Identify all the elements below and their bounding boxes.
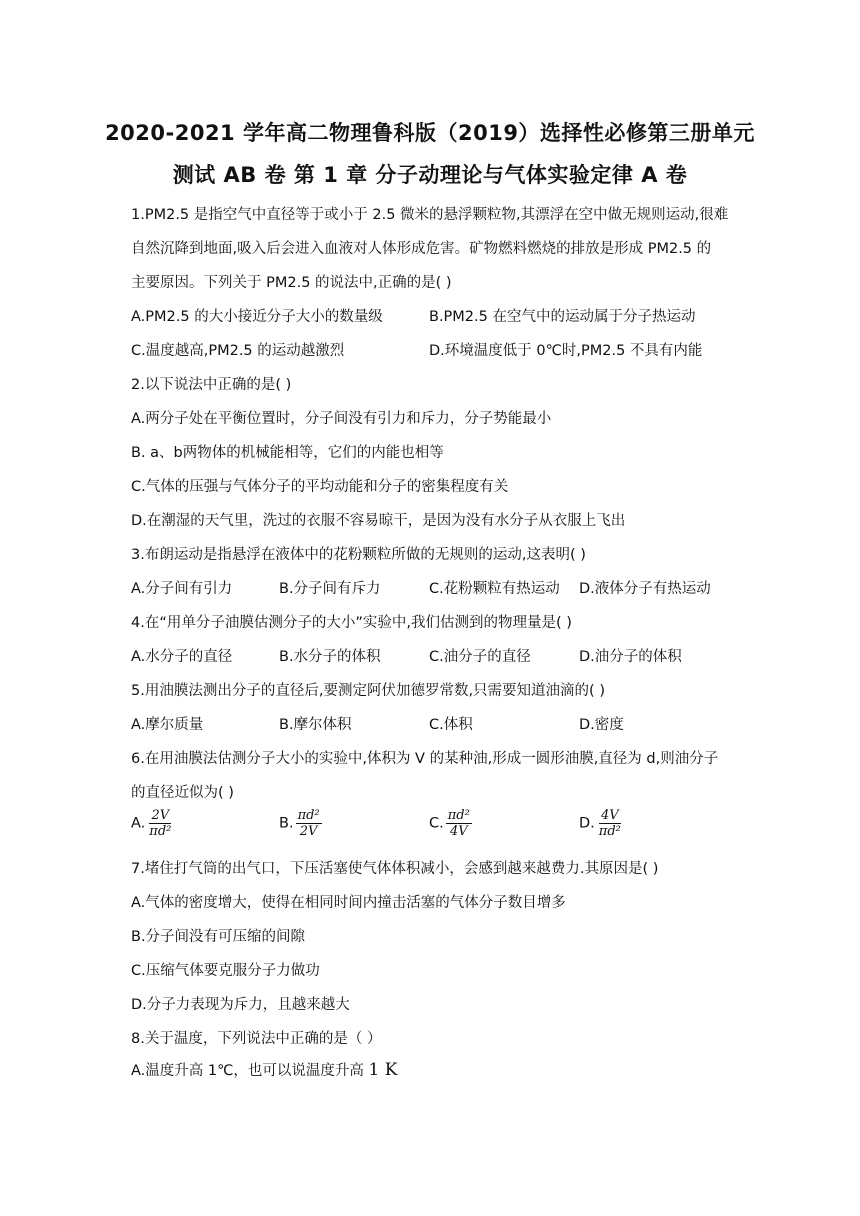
q3-option-b: B.分子间有斥力: [279, 581, 381, 597]
q5-stem: 5.用油膜法测出分子的直径后,要测定阿伏加德罗常数,只需要知道油滴的( ): [131, 683, 605, 699]
doc-title-line2: 测试 AB 卷 第 1 章 分子动理论与气体实验定律 A 卷: [172, 163, 688, 187]
q8-option-a-unit: 1 K: [368, 1060, 398, 1080]
doc-title-line1: 2020-2021 学年高二物理鲁科版（2019）选择性必修第三册单元: [105, 121, 755, 145]
q6-option-a-label: A.: [131, 815, 146, 832]
q5-option-a: A.摩尔质量: [131, 717, 204, 733]
q5-option-c: C.体积: [429, 717, 473, 733]
q7-option-a: A.气体的密度增大，使得在相同时间内撞击活塞的气体分子数目增多: [131, 895, 566, 911]
q4-option-d: D.油分子的体积: [579, 649, 682, 665]
q6-option-d: [579, 808, 623, 839]
q6-option-d-numerator: 4V: [600, 808, 619, 823]
q7-option-d: D.分子力表现为斥力，且越来越大: [131, 997, 350, 1013]
q4-option-c: C.油分子的直径: [429, 649, 531, 665]
q4-option-b: B.水分子的体积: [279, 649, 381, 665]
q8-stem: 8.关于温度，下列说法中正确的是（ ）: [131, 1031, 382, 1047]
q4-stem: 4.在“用单分子油膜估测分子的大小”实验中,我们估测到的物理量是( ): [131, 615, 572, 631]
q2-option-d: D.在潮湿的天气里，洗过的衣服不容易晾干，是因为没有水分子从衣服上飞出: [131, 513, 626, 529]
q6-option-c-denominator: 4V: [449, 824, 468, 839]
q1-option-d: D.环境温度低于 0℃时,PM2.5 不具有内能: [429, 343, 703, 359]
q8-option-a-text: A.温度升高 1℃，也可以说温度升高: [131, 1063, 364, 1079]
q2-option-a: A.两分子处在平衡位置时，分子间没有引力和斥力，分子势能最小: [131, 411, 552, 427]
q1-option-b: B.PM2.5 在空气中的运动属于分子热运动: [429, 309, 696, 325]
q6-option-c-fraction: [446, 808, 472, 839]
q7-option-b: B.分子间没有可压缩的间隙: [131, 929, 306, 945]
q1-stem-line3: 主要原因。下列关于 PM2.5 的说法中,正确的是( ): [131, 275, 452, 291]
q2-option-b: B. a、b两物体的机械能相等，它们的内能也相等: [131, 445, 444, 461]
q6-option-b-numerator: πd²: [297, 808, 320, 823]
q6-option-a: [131, 808, 173, 839]
q6-option-a-numerator: 2V: [151, 808, 170, 823]
q6-option-d-label: D.: [579, 815, 595, 832]
q6-option-b-label: B.: [279, 815, 294, 832]
q8-option-a: [131, 1059, 397, 1080]
q6-option-d-fraction: [597, 808, 623, 839]
q5-option-b: B.摩尔体积: [279, 717, 352, 733]
q6-option-b-fraction: [296, 808, 322, 839]
q7-option-c: C.压缩气体要克服分子力做功: [131, 963, 320, 979]
q6-stem-line2: 的直径近似为( ): [131, 785, 234, 801]
q1-option-a: A.PM2.5 的大小接近分子大小的数量级: [131, 309, 383, 325]
q5-option-d: D.密度: [579, 717, 624, 733]
q6-option-d-denominator: πd²: [598, 824, 621, 839]
q6-option-b-denominator: 2V: [299, 824, 318, 839]
q3-stem: 3.布朗运动是指悬浮在液体中的花粉颗粒所做的无规则的运动,这表明( ): [131, 547, 586, 563]
q1-option-c: C.温度越高,PM2.5 的运动越激烈: [131, 343, 345, 359]
q1-stem-line1: 1.PM2.5 是指空气中直径等于或小于 2.5 微米的悬浮颗粒物,其漂浮在空中做无规则运动,很难: [131, 207, 729, 223]
q6-option-a-fraction: [147, 808, 173, 839]
q2-stem: 2.以下说法中正确的是( ): [131, 377, 292, 393]
q6-option-c-numerator: πd²: [447, 808, 470, 823]
q6-option-a-denominator: πd²: [149, 824, 172, 839]
q3-option-a: A.分子间有引力: [131, 581, 233, 597]
q1-stem-line2: 自然沉降到地面,吸入后会进入血液对人体形成危害。矿物燃料燃烧的排放是形成 PM2.5 的: [131, 241, 712, 257]
q6-stem-line1: 6.在用油膜法估测分子大小的实验中,体积为 V 的某种油,形成一圆形油膜,直径为 d,则油分子: [131, 751, 719, 767]
q6-option-c: [429, 808, 472, 839]
q2-option-c: C.气体的压强与气体分子的平均动能和分子的密集程度有关: [131, 479, 509, 495]
q7-stem: 7.堵住打气筒的出气口，下压活塞使气体体积减小，会感到越来越费力.其原因是( ): [131, 861, 659, 877]
q6-option-c-label: C.: [429, 815, 444, 832]
q4-option-a: A.水分子的直径: [131, 649, 233, 665]
q6-option-b: [279, 808, 322, 839]
q3-option-c: C.花粉颗粒有热运动: [429, 581, 560, 597]
q3-option-d: D.液体分子有热运动: [579, 581, 711, 597]
